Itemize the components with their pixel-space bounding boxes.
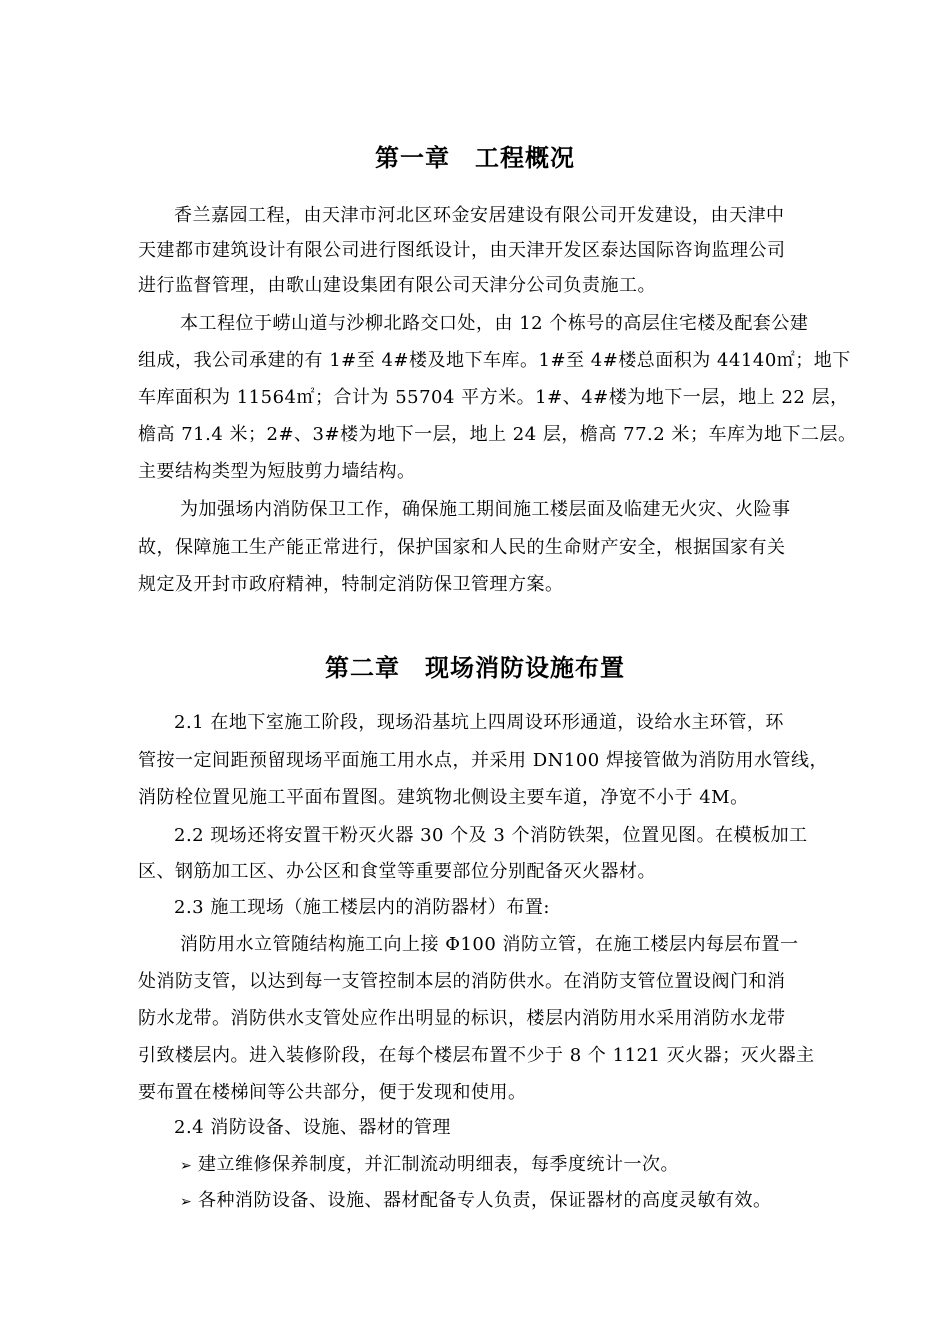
c1-p1-line: 进行监督管理，由歌山建设集团有限公司天津分公司负责施工。 [138,275,656,296]
bullet-arrow-icon: ➢ [180,1194,193,1210]
s23-line: 处消防支管，以达到每一支管控制本层的消防供水。在消防支管位置设阀门和消 [138,971,786,992]
c1-p2-line: 主要结构类型为短肢剪力墙结构。 [138,461,416,482]
s23-heading: 2.3 施工现场（施工楼层内的消防器材）布置: [174,897,550,918]
bullet-item [180,1154,679,1177]
s21-line: 2.1 在地下室施工阶段，现场沿基坑上四周设环形通道，设给水主环管，环 [174,712,784,733]
s21-line: 消防栓位置见施工平面布置图。建筑物北侧设主要车道，净宽不小于 4M。 [138,787,749,808]
c1-p3-line: 为加强场内消防保卫工作，确保施工期间施工楼层面及临建无火灾、火险事 [180,499,791,520]
bullet-item [180,1190,772,1213]
c1-p3-line: 规定及开封市政府精神，特制定消防保卫管理方案。 [138,574,564,595]
s23-line: 消防用水立管随结构施工向上接 Φ100 消防立管，在施工楼层内每层布置一 [180,934,799,955]
chapter2-title: 第二章 现场消防设施布置 [325,653,625,682]
s22-line: 区、钢筋加工区、办公区和食堂等重要部位分别配备灭火器材。 [138,861,656,882]
c1-p2-line: 组成，我公司承建的有 1#至 4#楼及地下车库。1#至 4#楼总面积为 44140㎡；地下 [138,350,851,371]
bullet-text: 建立维修保养制度，并汇制流动明细表，每季度统计一次。 [198,1154,679,1175]
bullet-arrow-icon: ➢ [180,1158,193,1174]
chapter1-title: 第一章 工程概况 [375,143,575,172]
s21-line: 管按一定间距预留现场平面施工用水点，并采用 DN100 焊接管做为消防用水管线， [138,750,828,771]
s22-line: 2.2 现场还将安置干粉灭火器 30 个及 3 个消防铁架，位置见图。在模板加工 [174,825,808,846]
s23-line: 引致楼层内。进入装修阶段，在每个楼层布置不少于 8 个 1121 灭火器；灭火器主 [138,1045,815,1066]
s23-line: 防水龙带。消防供水支管处应作出明显的标识，楼层内消防用水采用消防水龙带 [138,1008,786,1029]
c1-p1-line: 天建都市建筑设计有限公司进行图纸设计，由天津开发区泰达国际咨询监理公司 [138,240,786,261]
c1-p1-line: 香兰嘉园工程，由天津市河北区环金安居建设有限公司开发建设，由天津中 [174,205,785,226]
c1-p2-line: 檐高 71.4 米；2#、3#楼为地下一层，地上 24 层，檐高 77.2 米；车库为地下二层。 [138,424,857,445]
s23-line: 要布置在楼梯间等公共部分，便于发现和使用。 [138,1082,527,1103]
c1-p2-line: 本工程位于崂山道与沙柳北路交口处，由 12 个栋号的高层住宅楼及配套公建 [180,313,809,334]
s24-heading: 2.4 消防设备、设施、器材的管理 [174,1117,451,1138]
bullet-text: 各种消防设备、设施、器材配备专人负责，保证器材的高度灵敏有效。 [198,1190,772,1211]
c1-p3-line: 故，保障施工生产能正常进行，保护国家和人民的生命财产安全，根据国家有关 [138,537,786,558]
c1-p2-line: 车库面积为 11564㎡；合计为 55704 平方米。1#、4#楼为地下一层，地上 22 层， [138,387,849,408]
